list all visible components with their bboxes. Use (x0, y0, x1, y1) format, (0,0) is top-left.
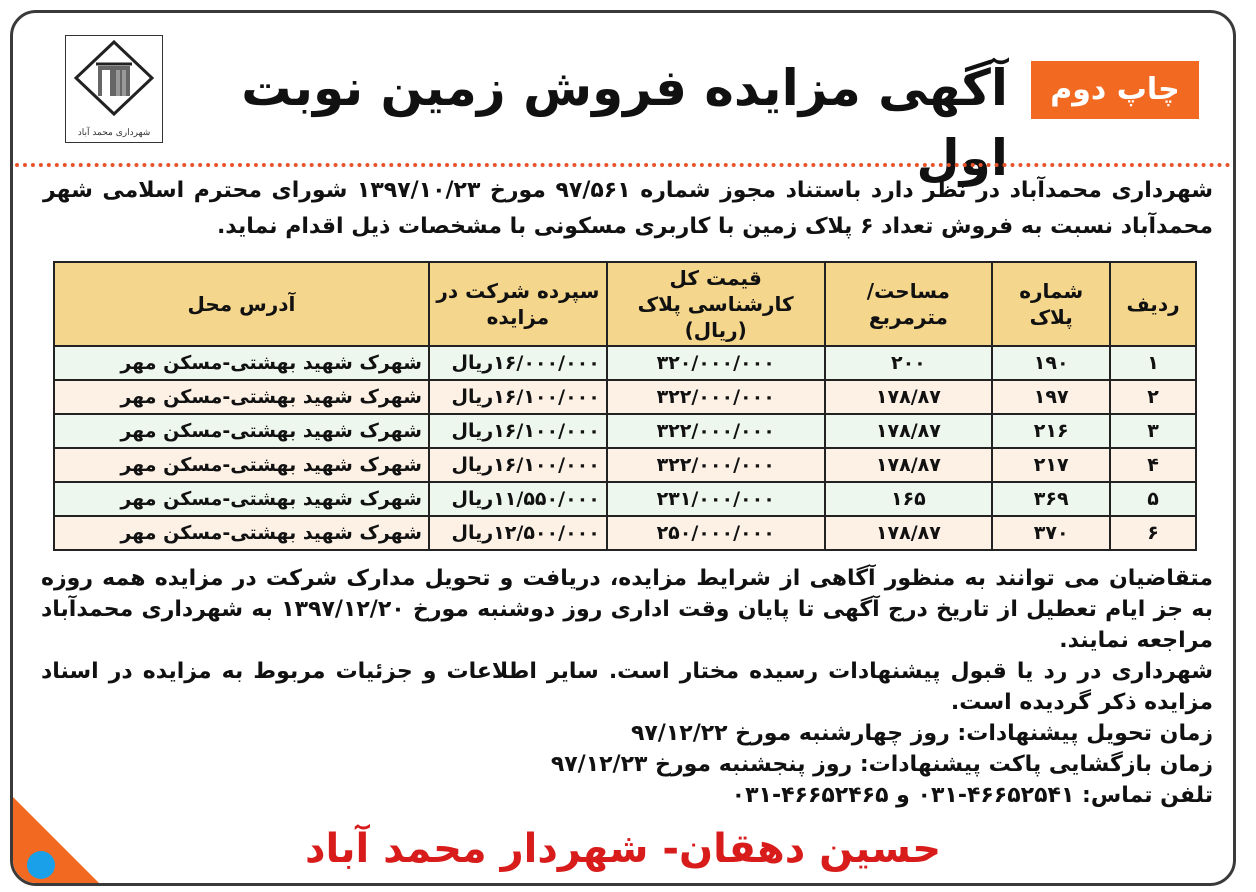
cell-deposit: ۱۶/۱۰۰/۰۰۰ریال (429, 448, 607, 482)
header-plate: شماره پلاک (992, 262, 1110, 346)
cell-area: ۱۷۸/۸۷ (825, 448, 993, 482)
table-row (54, 346, 1196, 380)
cell-area: ۱۶۵ (825, 482, 993, 516)
table-row (54, 380, 1196, 414)
notice-body (41, 563, 1213, 811)
cell-area: ۱۷۸/۸۷ (825, 516, 993, 550)
cell-address: شهرک شهید بهشتی-مسکن مهر (54, 448, 429, 482)
intro-paragraph: شهرداری محمدآباد در نظر دارد باستناد مجوز شماره ۹۷/۵۶۱ مورخ ۱۳۹۷/۱۰/۲۳ شورای محترم اسلامی شهر محمدآباد نسبت به فروش تعداد ۶ پلاک زمین با کاربری مسکونی با مشخصات ذیل اقدام نماید. (43, 178, 1213, 239)
cell-area: ۱۷۸/۸۷ (825, 380, 993, 414)
table-header-row (54, 262, 1196, 346)
cell-area: ۲۰۰ (825, 346, 993, 380)
header-price: قیمت کل کارشناسی پلاک (ریال) (607, 262, 825, 346)
municipality-logo (65, 35, 163, 143)
application-paragraph: متقاضیان می توانند به منظور آگاهی از شرایط مزایده، دریافت و تحویل مدارک شرکت در مزایده همه روزه به جز ایام تعطیل از تاریخ درج آگهی تا پایان وقت اداری روز دوشنبه مورخ ۱۳۹۷/۱۲/۲۰ به شهرداری محمدآباد مراجعه نمایند. (41, 566, 1213, 653)
print-edition-badge: چاپ دوم (1031, 61, 1199, 119)
cell-plate: ۱۹۰ (992, 346, 1110, 380)
cell-address: شهرک شهید بهشتی-مسکن مهر (54, 516, 429, 550)
cell-plate: ۲۱۷ (992, 448, 1110, 482)
cell-plate: ۲۱۶ (992, 414, 1110, 448)
lots-table (53, 261, 1197, 551)
discretion-paragraph: شهرداری در رد یا قبول پیشنهادات رسیده مختار است. سایر اطلاعات و جزئیات مربوط به مزایده در اسناد مزایده ذکر گردیده است. (41, 659, 1213, 715)
table-row (54, 516, 1196, 550)
cell-row-number: ۱ (1110, 346, 1196, 380)
cell-address: شهرک شهید بهشتی-مسکن مهر (54, 380, 429, 414)
cell-row-number: ۶ (1110, 516, 1196, 550)
cell-row-number: ۵ (1110, 482, 1196, 516)
cell-deposit: ۱۶/۰۰۰/۰۰۰ریال (429, 346, 607, 380)
cell-row-number: ۴ (1110, 448, 1196, 482)
cell-deposit: ۱۶/۱۰۰/۰۰۰ریال (429, 380, 607, 414)
table-row (54, 414, 1196, 448)
header-area: مساحت/مترمربع (825, 262, 993, 346)
cell-area: ۱۷۸/۸۷ (825, 414, 993, 448)
cell-row-number: ۳ (1110, 414, 1196, 448)
notice-frame (10, 10, 1236, 886)
cell-price: ۳۲۲/۰۰۰/۰۰۰ (607, 380, 825, 414)
header-deposit: سپرده شرکت در مزایده (429, 262, 607, 346)
dotted-separator (15, 163, 1231, 167)
logo-caption: شهرداری محمد آباد (77, 128, 151, 138)
delivery-time: زمان تحویل پیشنهادات: روز چهارشنبه مورخ ۹۷/۱۲/۲۲ (630, 721, 1213, 746)
cell-price: ۳۲۰/۰۰۰/۰۰۰ (607, 346, 825, 380)
corner-decoration (11, 795, 101, 885)
blue-dot-decoration (27, 851, 55, 879)
cell-plate: ۳۷۰ (992, 516, 1110, 550)
cell-price: ۲۵۰/۰۰۰/۰۰۰ (607, 516, 825, 550)
cell-price: ۳۲۲/۰۰۰/۰۰۰ (607, 448, 825, 482)
cell-price: ۳۲۲/۰۰۰/۰۰۰ (607, 414, 825, 448)
cell-deposit: ۱۱/۵۵۰/۰۰۰ریال (429, 482, 607, 516)
contact-phone: تلفن تماس: ۴۶۶۵۲۵۴۱-۰۳۱ و ۴۶۶۵۲۴۶۵-۰۳۱ (731, 783, 1213, 808)
page-title: آگهی مزایده فروش زمین نوبت اول (241, 59, 1008, 187)
header-address: آدرس محل (54, 262, 429, 346)
cell-deposit: ۱۲/۵۰۰/۰۰۰ریال (429, 516, 607, 550)
table-row (54, 482, 1196, 516)
cell-address: شهرک شهید بهشتی-مسکن مهر (54, 346, 429, 380)
cell-address: شهرک شهید بهشتی-مسکن مهر (54, 414, 429, 448)
header-row-number: ردیف (1110, 262, 1196, 346)
table-row (54, 448, 1196, 482)
cell-plate: ۳۶۹ (992, 482, 1110, 516)
cell-plate: ۱۹۷ (992, 380, 1110, 414)
cell-deposit: ۱۶/۱۰۰/۰۰۰ریال (429, 414, 607, 448)
cell-row-number: ۲ (1110, 380, 1196, 414)
opening-time: زمان بازگشایی پاکت پیشنهادات: روز پنجشنبه مورخ ۹۷/۱۲/۲۳ (550, 752, 1213, 777)
cell-address: شهرک شهید بهشتی-مسکن مهر (54, 482, 429, 516)
cell-price: ۲۳۱/۰۰۰/۰۰۰ (607, 482, 825, 516)
mayor-signature: حسین دهقان- شهردار محمد آباد (304, 826, 942, 872)
logo-emblem-icon (66, 36, 162, 120)
